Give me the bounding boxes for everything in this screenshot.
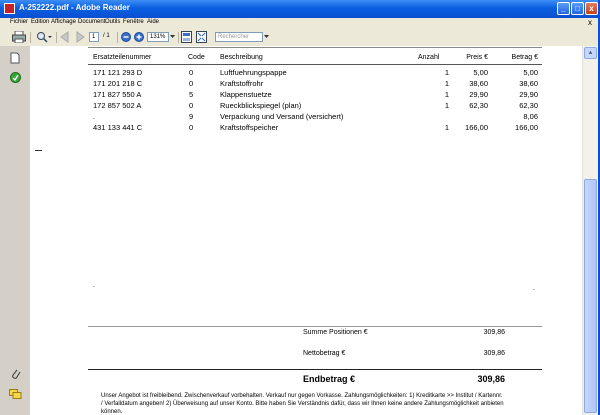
summary-rule bbox=[88, 326, 542, 327]
close-button[interactable]: x bbox=[585, 2, 598, 15]
code: 0 bbox=[189, 68, 194, 77]
comments-icon[interactable] bbox=[9, 389, 22, 400]
toolbar bbox=[0, 29, 600, 47]
quantity: 1 bbox=[444, 68, 449, 77]
header-quantity: Anzahl bbox=[418, 54, 440, 61]
zoom-out-icon[interactable] bbox=[121, 31, 131, 43]
pages-panel-icon[interactable] bbox=[10, 52, 20, 64]
menu-fichier[interactable]: Fichier bbox=[10, 19, 29, 25]
menu-bar bbox=[0, 18, 600, 29]
scroll-up-arrow-icon[interactable]: ▲ bbox=[584, 47, 597, 59]
menu-aide[interactable]: Aide bbox=[147, 19, 160, 25]
quantity: 1 bbox=[444, 79, 449, 88]
part-number: . bbox=[93, 112, 96, 121]
toolbar-separator bbox=[178, 32, 179, 43]
zoom-level-input[interactable]: 131% bbox=[147, 32, 169, 42]
menu-edition[interactable]: Edition bbox=[31, 19, 50, 25]
amount: 166,00 bbox=[515, 123, 538, 132]
table-top-rule bbox=[88, 47, 542, 48]
code: 0 bbox=[189, 101, 194, 110]
total-amount-label: Endbetrag € bbox=[303, 374, 356, 384]
quantity: 1 bbox=[444, 101, 449, 110]
attachments-paperclip-icon[interactable] bbox=[11, 368, 21, 380]
navigation-sidebar bbox=[0, 46, 31, 415]
total-amount-value: 309,86 bbox=[477, 374, 505, 384]
quantity: 1 bbox=[444, 123, 449, 132]
search-input[interactable]: Rechercher bbox=[215, 32, 263, 42]
document-view[interactable] bbox=[30, 46, 582, 415]
menu-document[interactable]: Document bbox=[78, 19, 106, 25]
description: Klappenstuetze bbox=[220, 90, 272, 99]
menu-fenetre[interactable]: Fenêtre bbox=[123, 19, 144, 25]
net-amount-label: Nettobetrag € bbox=[303, 350, 346, 357]
footer-terms-line-1: Unser Angebot ist freibleibend. Zwischenverkauf vorbehalten. Verkauf nur gegen Vorkasse. Zahlungsmöglichkeiten: 1) Kreditkarte >> Institut / Kartennr. bbox=[101, 393, 503, 399]
description: Verpackung und Versand (versichert) bbox=[220, 112, 344, 121]
toolbar-separator bbox=[30, 32, 31, 43]
part-number: 431 133 441 C bbox=[93, 123, 143, 132]
price: 166,00 bbox=[465, 123, 488, 132]
zoom-in-icon[interactable] bbox=[134, 31, 144, 43]
header-price: Preis € bbox=[466, 54, 488, 61]
part-number: 171 201 218 C bbox=[93, 79, 143, 88]
quantity: 1 bbox=[444, 90, 449, 99]
faint-mark bbox=[533, 289, 535, 290]
part-number: 172 857 502 A bbox=[93, 101, 142, 110]
page-number-input[interactable]: 1 bbox=[89, 32, 99, 42]
faint-mark bbox=[93, 286, 95, 287]
code: 0 bbox=[189, 123, 194, 132]
footer-terms-line-2: / Verfalldatum angeben! 2) Überweisung auf unser Konto. Bitte haben Sie Verständnis dafür, dass wir Ihnen keine andere Zahlungsmöglichkeit anbieten bbox=[101, 401, 504, 407]
header-rule bbox=[88, 64, 542, 65]
page-total: / 1 bbox=[103, 33, 110, 39]
description: Rueckblickspiegel (plan) bbox=[220, 101, 302, 110]
fit-page-icon[interactable] bbox=[196, 31, 207, 43]
code: 9 bbox=[189, 112, 194, 121]
amount: 38,60 bbox=[519, 79, 538, 88]
previous-page-icon[interactable] bbox=[60, 31, 70, 43]
zoom-dropdown-arrow-icon[interactable] bbox=[169, 33, 176, 45]
header-amount: Betrag € bbox=[511, 54, 538, 61]
price: 38,60 bbox=[469, 79, 488, 88]
adobe-reader-icon bbox=[4, 3, 15, 14]
fit-width-icon[interactable] bbox=[181, 31, 192, 43]
positions-sum-value: 309,86 bbox=[483, 329, 505, 336]
amount: 8,06 bbox=[523, 112, 538, 121]
price: 62,30 bbox=[469, 101, 488, 110]
window-title: A-252222.pdf - Adobe Reader bbox=[19, 3, 130, 12]
scrollbar-thumb[interactable] bbox=[584, 179, 597, 413]
footer-terms-line-3: können. bbox=[101, 409, 123, 415]
amount: 5,00 bbox=[523, 68, 538, 77]
amount: 62,30 bbox=[519, 101, 538, 110]
toolbar-separator bbox=[117, 32, 118, 43]
part-number: 171 827 550 A bbox=[93, 90, 142, 99]
price: 5,00 bbox=[473, 68, 488, 77]
find-icon[interactable] bbox=[36, 31, 52, 43]
description: Kraftstoffspeicher bbox=[220, 123, 279, 132]
next-page-icon[interactable] bbox=[75, 31, 85, 43]
positions-sum-label: Summe Positionen € bbox=[303, 329, 368, 336]
price: 29,90 bbox=[469, 90, 488, 99]
total-rule bbox=[88, 369, 542, 370]
search-dropdown-arrow-icon[interactable] bbox=[263, 33, 270, 45]
amount: 29,90 bbox=[519, 90, 538, 99]
maximize-button[interactable]: □ bbox=[571, 2, 584, 15]
code: 5 bbox=[189, 90, 194, 99]
header-code: Code bbox=[188, 54, 205, 61]
part-number: 171 121 293 D bbox=[93, 68, 143, 77]
minimize-button[interactable]: _ bbox=[557, 2, 570, 15]
menu-outils[interactable]: Outils bbox=[105, 19, 121, 25]
page-margin-mark bbox=[35, 150, 42, 151]
document-close-button[interactable]: x bbox=[588, 18, 592, 27]
menu-affichage[interactable]: Affichage bbox=[51, 19, 76, 25]
description: Luftfuehrungspappe bbox=[220, 68, 287, 77]
header-description: Beschreibung bbox=[220, 54, 263, 61]
code: 0 bbox=[189, 79, 194, 88]
print-icon[interactable] bbox=[12, 31, 26, 43]
toolbar-separator bbox=[56, 32, 57, 43]
description: Kraftstoffrohr bbox=[220, 79, 264, 88]
net-amount-value: 309,86 bbox=[483, 350, 505, 357]
header-part-number: Ersatzteilenummer bbox=[93, 54, 152, 61]
window-titlebar bbox=[0, 0, 600, 18]
vertical-scrollbar[interactable] bbox=[582, 46, 599, 415]
how-to-help-icon[interactable] bbox=[10, 72, 21, 83]
